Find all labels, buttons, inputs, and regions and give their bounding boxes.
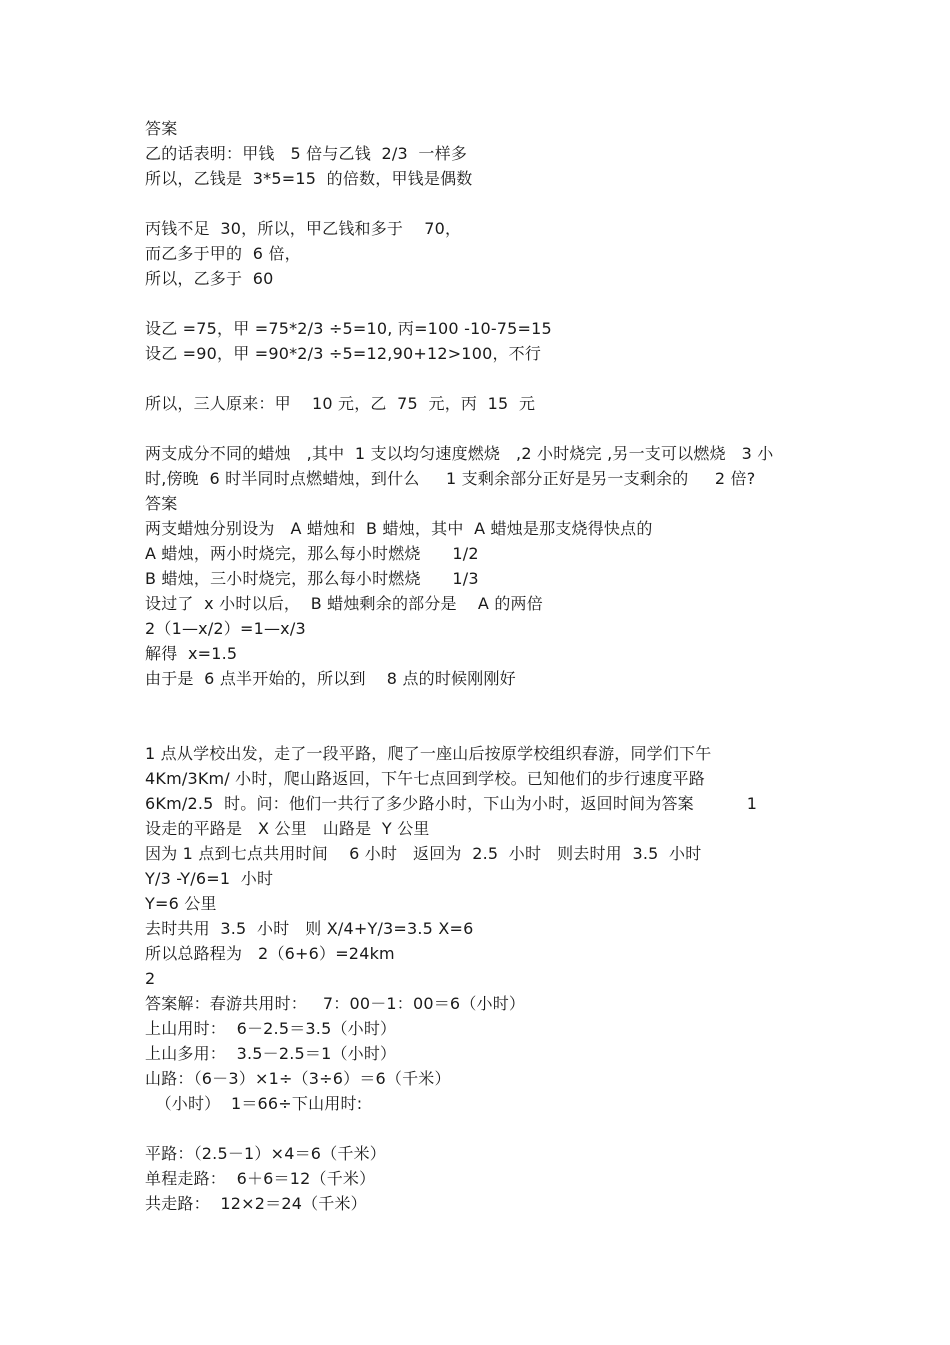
text-line: 设过了 x 小时以后， B 蜡烛剩余的部分是 A 的两倍 — [145, 594, 543, 613]
text-line: 设走的平路是 X 公里 山路是 Y 公里 — [145, 819, 430, 838]
text-line: 设乙 =90，甲 =90*2/3 ÷5=12,90+12>100，不行 — [145, 344, 542, 363]
blank-line — [145, 1116, 825, 1141]
blank-line — [145, 291, 825, 316]
text-line: 单程走路： 6＋6＝12（千米） — [145, 1169, 376, 1188]
answer-heading: 答案 — [145, 494, 178, 513]
text-line: A 蜡烛，两小时烧完，那么每小时燃烧 1/2 — [145, 544, 479, 563]
blank-line — [145, 191, 825, 216]
section-number: 2 — [145, 969, 156, 988]
text-line: 解得 x=1.5 — [145, 644, 238, 663]
problem-line: 1 点从学校出发，走了一段平路，爬了一座山后按原学校组织春游，同学们下午 — [145, 744, 712, 763]
text-line: 设乙 =75，甲 =75*2/3 ÷5=10, 丙=100 -10-75=15 — [145, 319, 552, 338]
text-line: 两支蜡烛分别设为 A 蜡烛和 B 蜡烛，其中 A 蜡烛是那支烧得快点的 — [145, 519, 653, 538]
text-line: Y=6 公里 — [145, 894, 217, 913]
problem-line: 时,傍晚 6 时半同时点燃蜡烛，到什么 1 支剩余部分正好是另一支剩余的 2 倍? — [145, 469, 756, 488]
problem-line: 4Km/3Km/ 小时，爬山路返回，下午七点回到学校。已知他们的步行速度平路 — [145, 769, 705, 788]
text-line: 去时共用 3.5 小时 则 X/4+Y/3=3.5 X=6 — [145, 919, 474, 938]
answer-heading: 答案 — [145, 119, 178, 138]
equation-line: 2（1—x/2）=1—x/3 — [145, 619, 306, 638]
text-line: （小时） 1＝66÷下山用时: — [145, 1094, 363, 1113]
blank-line — [145, 366, 825, 391]
text-line: 山路：（6－3）×1÷（3÷6）＝6（千米） — [145, 1069, 451, 1088]
problem-line: 两支成分不同的蜡烛 ,其中 1 支以均匀速度燃烧 ,2 小时烧完 ,另一支可以燃烧 3 小 — [145, 444, 774, 463]
problem-line: 6Km/2.5 时。问：他们一共行了多少路小时，下山为小时，返回时间为答案 1 — [145, 794, 758, 813]
text-line: 由于是 6 点半开始的，所以到 8 点的时候刚刚好 — [145, 669, 516, 688]
text-line: 所以，乙钱是 3*5=15 的倍数，甲钱是偶数 — [145, 169, 473, 188]
blank-line — [145, 416, 825, 441]
text-line: B 蜡烛，三小时烧完，那么每小时燃烧 1/3 — [145, 569, 479, 588]
document-body — [145, 116, 825, 1216]
text-line: 上山用时： 6－2.5＝3.5（小时） — [145, 1019, 397, 1038]
text-line: 所以总路程为 2（6+6）=24km — [145, 944, 395, 963]
text-line: 平路：（2.5－1）×4＝6（千米） — [145, 1144, 386, 1163]
text-line: 乙的话表明：甲钱 5 倍与乙钱 2/3 一样多 — [145, 144, 468, 163]
blank-line — [145, 691, 825, 741]
text-line: 因为 1 点到七点共用时间 6 小时 返回为 2.5 小时 则去时用 3.5 小时 — [145, 844, 702, 863]
text-line: 所以，三人原来：甲 10 元，乙 75 元，丙 15 元 — [145, 394, 536, 413]
text-line: 上山多用： 3.5－2.5＝1（小时） — [145, 1044, 397, 1063]
text-line: 所以，乙多于 60 — [145, 269, 274, 288]
text-line: 丙钱不足 30，所以，甲乙钱和多于 70， — [145, 219, 462, 238]
text-line: 答案解：春游共用时： 7：00－1：00＝6（小时） — [145, 994, 526, 1013]
equation-line: Y/3 -Y/6=1 小时 — [145, 869, 274, 888]
text-line: 而乙多于甲的 6 倍， — [145, 244, 301, 263]
text-line: 共走路： 12×2＝24（千米） — [145, 1194, 367, 1213]
